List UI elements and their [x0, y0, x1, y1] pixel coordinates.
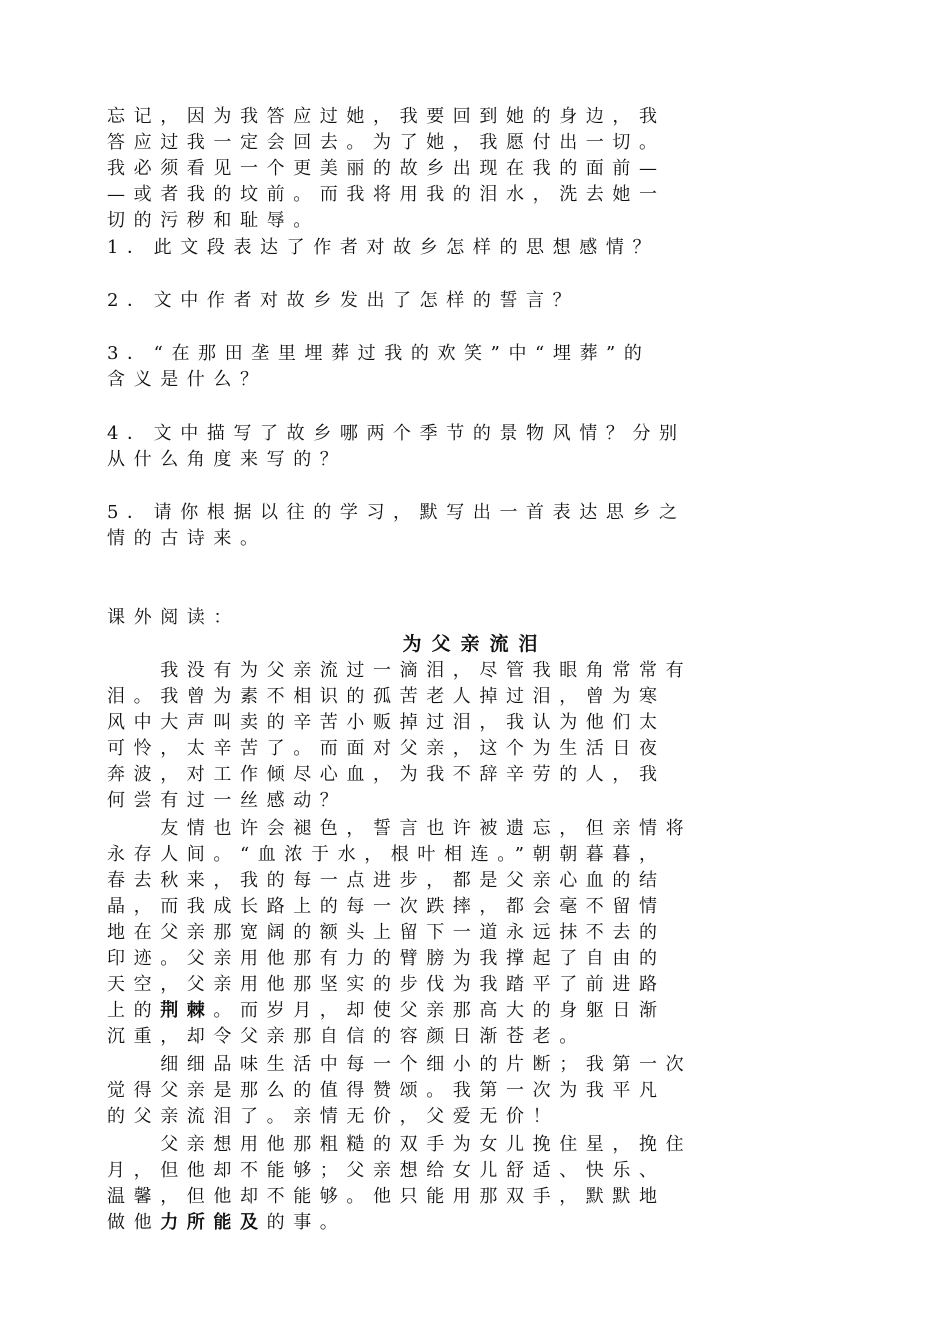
- article-line-with-bold: [107, 998, 666, 1024]
- article-line: 父亲想用他那粗糙的双手为女儿挽住星，挽住: [107, 1134, 693, 1155]
- bold-term: 荆棘: [160, 1000, 214, 1021]
- article-line: 泪。我曾为素不相识的孤苦老人掉过泪，曾为寒: [107, 686, 666, 707]
- article-line: 友情也许会褪色，誓言也许被遗忘，但亲情将: [107, 818, 693, 839]
- article-line: 温馨，但他却不能够。他只能用那双手，默默地: [107, 1186, 666, 1207]
- passage-line: 答应过我一定会回去。为了她，我愿付出一切。: [107, 132, 666, 153]
- article-line: 天空，父亲用他那坚实的步伐为我踏平了前进路: [107, 974, 666, 995]
- text-segment: 上的: [107, 1000, 161, 1021]
- text-segment: 。而岁月，却使父亲那高大的身躯日渐: [213, 1000, 666, 1021]
- text-segment: 做他: [107, 1212, 161, 1233]
- question-4: 4．文中描写了故乡哪两个季节的景物风情？分别: [107, 423, 686, 444]
- article-line: 印迹。父亲用他那有力的臂膀为我撑起了自由的: [107, 948, 666, 969]
- question-3-continued: 含义是什么？: [107, 369, 267, 390]
- question-3: 3．“在那田垄里埋葬过我的欢笑”中“埋葬”的: [107, 343, 651, 364]
- article-line: 晶，而我成长路上的每一次跌摔，都会毫不留情: [107, 896, 666, 917]
- question-1: 1．此文段表达了作者对故乡怎样的思想感情？: [107, 237, 660, 258]
- article-line: 觉得父亲是那么的值得赞颂。我第一次为我平凡: [107, 1080, 666, 1101]
- article-line: 永存人间。“血浓于水，根叶相连。”朝朝暮暮，: [107, 844, 666, 865]
- article-line: 我没有为父亲流过一滴泪，尽管我眼角常常有: [107, 660, 693, 681]
- article-line: 月，但他却不能够；父亲想给女儿舒适、快乐、: [107, 1160, 666, 1181]
- article-line: 可怜，太辛苦了。而面对父亲，这个为生活日夜: [107, 738, 666, 759]
- passage-line: 忘记，因为我答应过她，我要回到她的身边，我: [107, 106, 666, 127]
- bold-term: 力所能及: [160, 1212, 267, 1233]
- article-line: 地在父亲那宽阔的额头上留下一道永远抹不去的: [107, 922, 666, 943]
- passage-line: 我必须看见一个更美丽的故乡出现在我的面前—: [107, 158, 666, 179]
- article-line: 春去秋来，我的每一点进步，都是父亲心血的结: [107, 870, 666, 891]
- article-line: 何尝有过一丝感动？: [107, 790, 347, 811]
- question-2: 2．文中作者对故乡发出了怎样的誓言？: [107, 290, 580, 311]
- article-line-with-bold: [107, 1210, 346, 1236]
- passage-line: —或者我的坟前。而我将用我的泪水，洗去她一: [107, 184, 666, 205]
- article-line: 细细品味生活中每一个细小的片断；我第一次: [107, 1054, 693, 1075]
- article-line: 奔波，对工作倾尽心血，为我不辞辛劳的人，我: [107, 764, 666, 785]
- section-label: 课外阅读：: [107, 607, 240, 628]
- question-5: 5．请你根据以往的学习，默写出一首表达思乡之: [107, 502, 686, 523]
- article-title: 为父亲流泪: [402, 633, 548, 655]
- question-5-continued: 情的古诗来。: [107, 528, 267, 549]
- passage-line: 切的污秽和耻辱。: [107, 210, 320, 231]
- article-line: 的父亲流泪了。亲情无价，父爱无价！: [107, 1106, 560, 1127]
- article-line: 风中大声叫卖的辛苦小贩掉过泪，我认为他们太: [107, 712, 666, 733]
- text-segment: 的事。: [266, 1212, 347, 1233]
- question-4-continued: 从什么角度来写的？: [107, 449, 347, 470]
- article-line: 沉重，却令父亲那自信的容颜日渐苍老。: [107, 1026, 586, 1047]
